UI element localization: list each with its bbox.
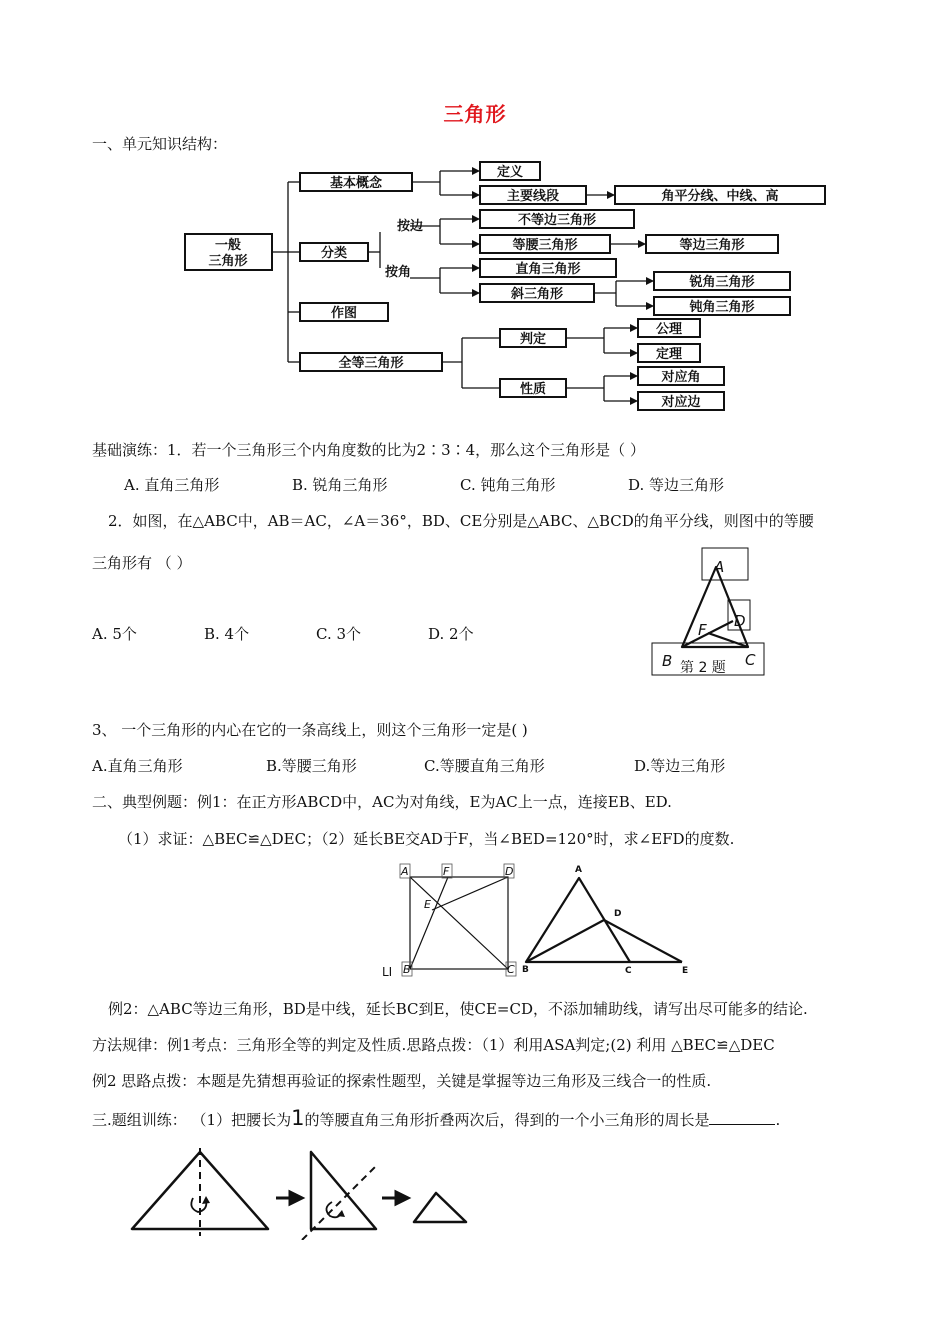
section3-suffix: 的等腰直角三角形折叠两次后，得到的一个小三角形的周长是 [304,1111,710,1129]
tree-basic: 基本概念 [329,176,383,191]
tree-obtuse: 钝角三角形 [689,300,755,315]
q1-option-d: D. 等边三角形 [628,476,725,494]
tri-label-e: E [682,966,689,976]
tri-label-c: C [625,966,632,976]
tree-axiom: 公理 [655,322,683,337]
q1-stem: 基础演练：1．若一个三角形三个内角度数的比为2∶3∶4，那么这个三角形是（ ） [92,441,645,459]
sq-label-a: A [401,865,409,878]
q2-stem-line1: 2．如图，在△ABC中，AB＝AC，∠A＝36°，BD、CE分别是△ABC、△BCD的角平分线，则图中的等腰 [108,512,814,530]
knowledge-tree [0,0,950,420]
tree-root-line1: 一般 [214,238,242,253]
q2-stem-line2: 三角形有 （ ） [92,554,192,572]
q2-label-f: F [698,621,707,639]
q3-option-d: D.等边三角形 [634,757,726,775]
tree-classify: 分类 [320,246,348,261]
q1-option-a: A. 直角三角形 [124,476,220,494]
sq-label-c: C [507,963,515,976]
tree-congruent: 全等三角形 [338,356,404,371]
tree-corr-angle: 对应角 [661,370,701,385]
tri-label-d: D [614,909,622,919]
section3-prefix: 三.题组训练： （1）把腰长为 [92,1111,292,1129]
tree-property: 性质 [519,382,547,397]
q3-option-b: B.等腰三角形 [266,757,357,775]
q1-option-c: C. 钝角三角形 [460,476,556,494]
example1-line1: 二、典型例题：例1：在正方形ABCD中，AC为对角线，E为AC上一点，连接EB、ED. [92,793,672,811]
example2-text: 例2：△ABC等边三角形，BD是中线，延长BC到E，使CE=CD，不添加辅助线，请写出尽可能多的结论. [108,1000,808,1018]
tree-judge: 判定 [519,332,547,347]
section3-end: . [775,1111,781,1129]
q2-label-d: D [734,612,746,630]
section3-one: 1 [291,1106,305,1130]
sq-label-d: D [505,865,514,878]
tree-def: 定义 [496,165,524,180]
tree-equilateral: 等边三角形 [679,238,745,253]
example1-figures [380,858,710,980]
q2-option-b: B. 4个 [204,625,250,643]
tree-acute: 锐角三角形 [689,275,755,290]
q2-option-c: C. 3个 [316,625,362,643]
tree-scalene: 不等边三角形 [517,213,597,228]
fold-figure [120,1140,480,1240]
tree-construct: 作图 [330,306,358,321]
tri-label-a: A [575,865,582,875]
q3-stem: 3、 一个三角形的内心在它的一条高线上，则这个三角形一定是( ) [92,721,528,739]
example1-line2: （1）求证：△BEC≌△DEC；（2）延长BE交AD于F，当∠BED=120°时，求∠EFD的度数. [118,830,735,848]
section1-heading: 一、单元知识结构： [92,135,228,153]
tri-label-b: B [522,965,529,975]
q2-option-d: D. 2个 [428,625,474,643]
q2-label-b: B [662,652,673,670]
tree-root-line2: 三角形 [208,254,248,269]
sq-label-b: B [403,963,411,976]
tree-isosceles: 等腰三角形 [512,238,578,253]
answer-blank[interactable] [709,1123,775,1125]
page-title: 三角形 [443,102,507,126]
sq-label-f: F [443,865,450,878]
tree-by-side: 按边 [396,219,424,234]
q2-option-a: A. 5个 [92,625,137,643]
tree-corr-side: 对应边 [661,395,701,410]
sq-label-li: LI [382,965,393,979]
tree-main-seg: 主要线段 [506,189,560,204]
tree-oblique: 斜三角形 [510,287,564,302]
q1-option-b: B. 锐角三角形 [292,476,388,494]
section3-question [92,1106,780,1130]
q2-figure [648,545,768,680]
q2-figure-caption: 第 2 题 [680,660,726,676]
tree-by-angle: 按角 [384,265,412,280]
q2-label-c: C [745,651,756,669]
tree-seg-list: 角平分线、中线、高 [661,189,779,204]
q2-label-a: A [714,558,725,576]
method-line2: 例2 思路点拨：本题是先猜想再验证的探索性题型，关键是掌握等边三角形及三线合一的性质. [92,1072,712,1090]
tree-right: 直角三角形 [515,262,581,277]
q3-option-a: A.直角三角形 [92,757,183,775]
tree-theorem: 定理 [655,347,683,362]
method-line1: 方法规律：例1考点：三角形全等的判定及性质.思路点拨：（1）利用ASA判定;(2) 利用 △BEC≌△DEC [92,1036,775,1054]
sq-label-e: E [424,898,431,911]
q3-option-c: C.等腰直角三角形 [424,757,545,775]
